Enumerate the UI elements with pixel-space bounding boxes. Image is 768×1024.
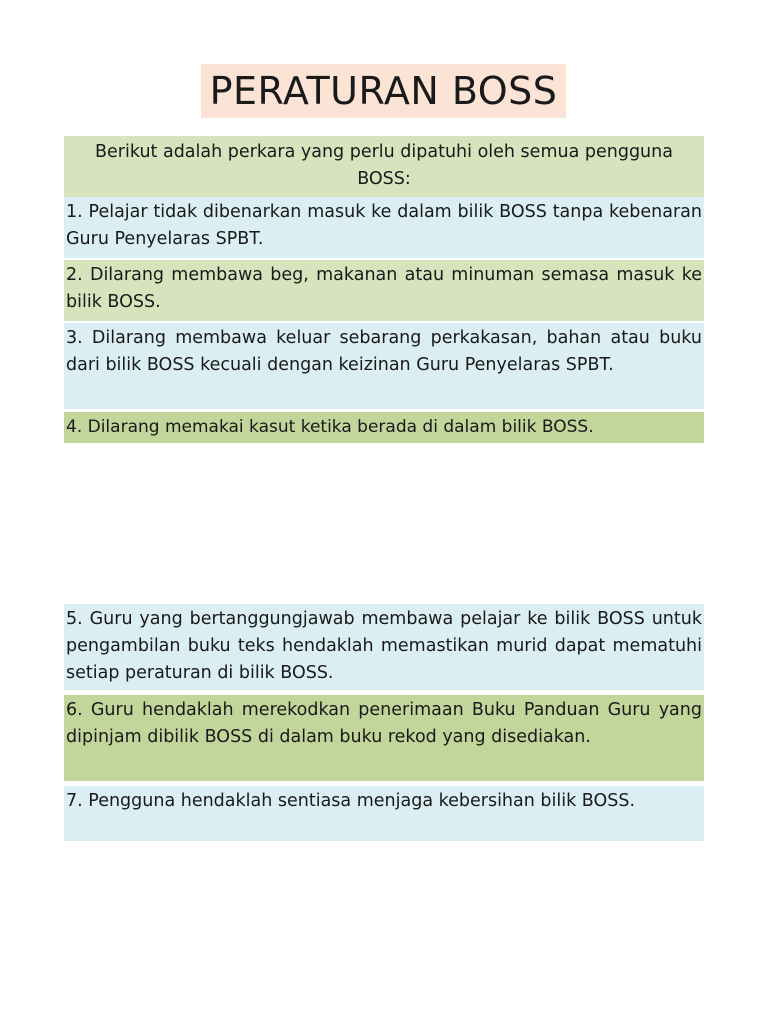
rule-3: 3. Dilarang membawa keluar sebarang perkakasan, bahan atau buku dari bilik BOSS kecuali dengan keizinan Guru Penyelaras SPBT. xyxy=(64,323,704,409)
intro-text: Berikut adalah perkara yang perlu dipatuhi oleh semua pengguna BOSS: xyxy=(64,136,704,197)
rule-6: 6. Guru hendaklah merekodkan penerimaan Buku Panduan Guru yang dipinjam dibilik BOSS di dalam buku rekod yang disediakan. xyxy=(64,695,704,781)
rule-2: 2. Dilarang membawa beg, makanan atau minuman semasa masuk ke bilik BOSS. xyxy=(64,260,704,321)
rule-1: 1. Pelajar tidak dibenarkan masuk ke dalam bilik BOSS tanpa kebenaran Guru Penyelaras SPBT. xyxy=(64,197,704,258)
rule-7: 7. Pengguna hendaklah sentiasa menjaga kebersihan bilik BOSS. xyxy=(64,786,704,841)
page-title: PERATURAN BOSS xyxy=(201,64,566,118)
rule-5: 5. Guru yang bertanggungjawab membawa pelajar ke bilik BOSS untuk pengambilan buku teks hendaklah memastikan murid dapat mematuhi setiap peraturan di bilik BOSS. xyxy=(64,604,704,690)
rule-4: 4. Dilarang memakai kasut ketika berada di dalam bilik BOSS. xyxy=(64,412,704,443)
